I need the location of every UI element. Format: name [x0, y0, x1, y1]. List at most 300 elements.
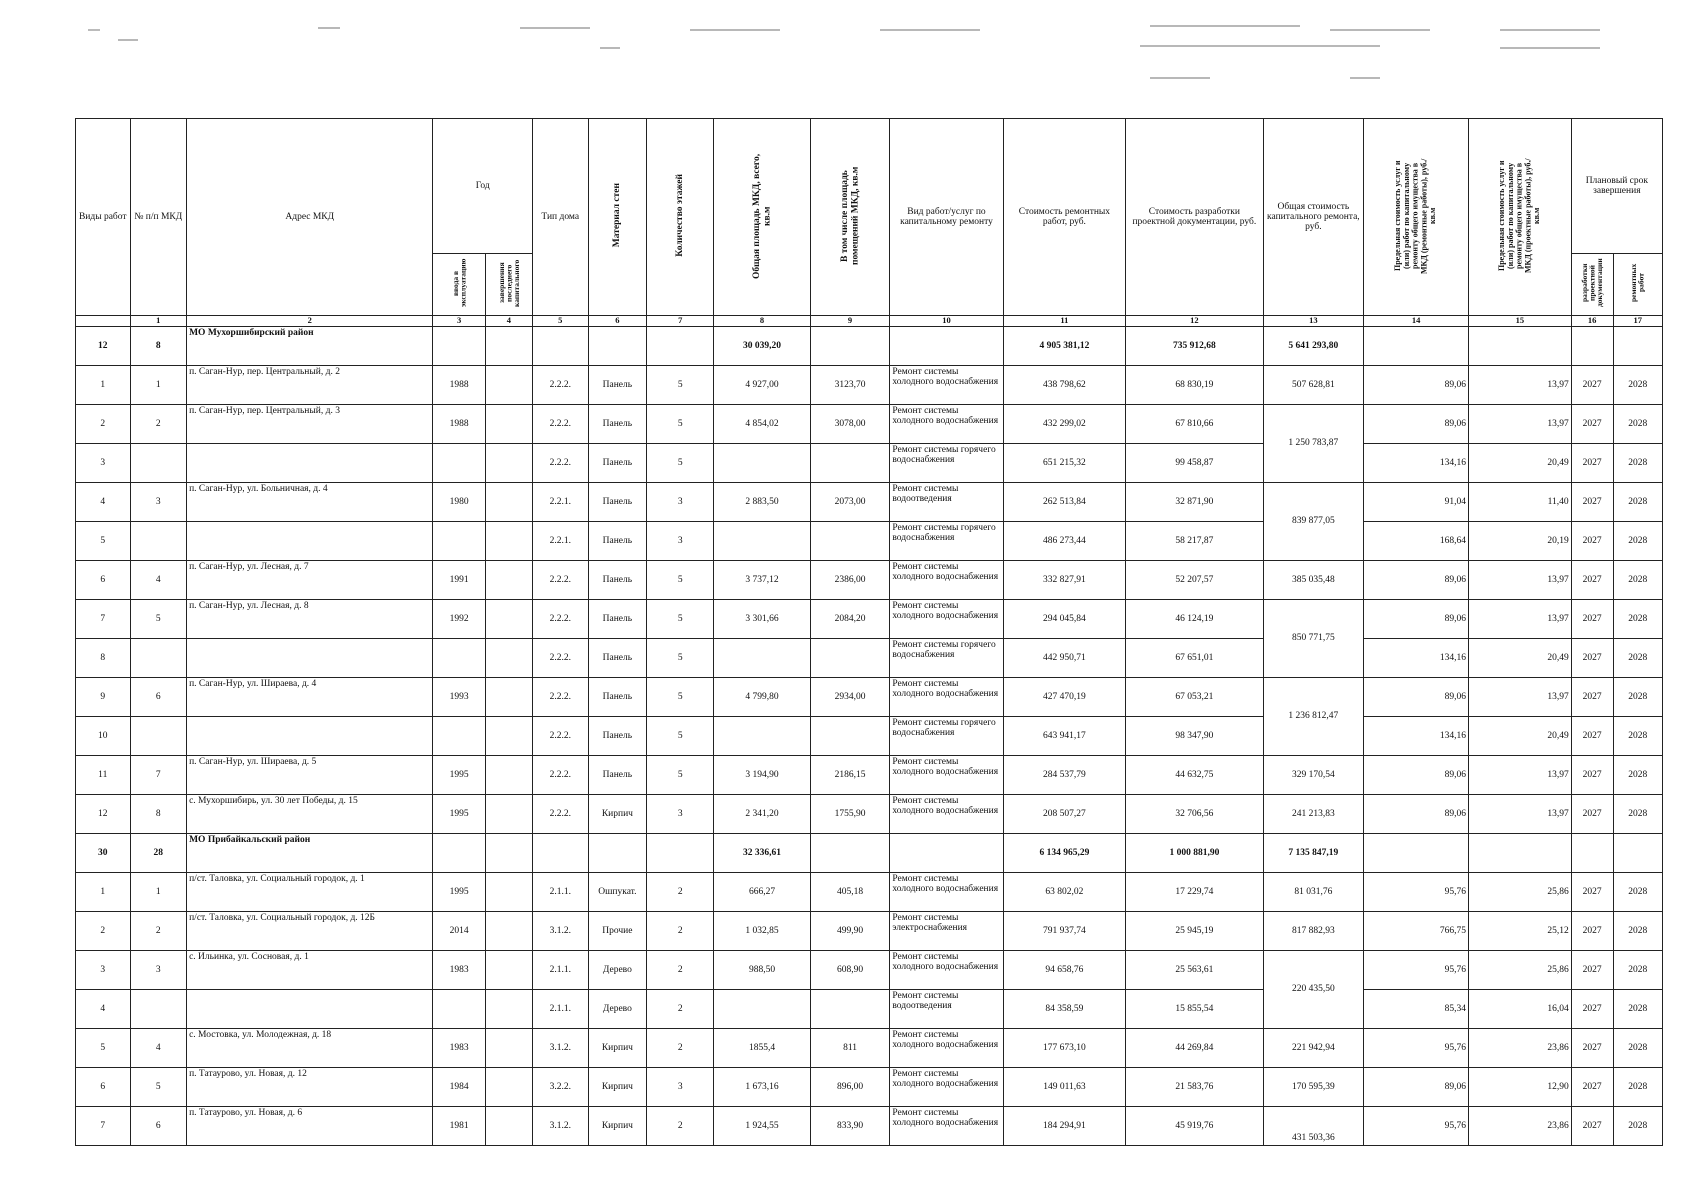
district-summary-row — [76, 326, 1663, 365]
col-number: 17 — [1613, 316, 1662, 326]
cell-limit-repair: 89,06 — [1364, 1067, 1469, 1106]
cell-total-cost: 850 771,75 — [1263, 599, 1364, 677]
cell-deadline-repair: 2028 — [1613, 599, 1662, 638]
cell-year-last — [485, 560, 532, 599]
cell-address: п. Саган-Нур, ул. Шираева, д. 4 — [187, 677, 433, 716]
cell-project-cost: 15 855,54 — [1126, 989, 1263, 1028]
hdr-deadline-b-text: ремонтных работ — [1629, 263, 1646, 303]
cell-repair-cost: 651 215,32 — [1003, 443, 1126, 482]
cell-project-cost: 67 810,66 — [1126, 404, 1263, 443]
cell-work-type: Ремонт системы электроснабжения — [890, 911, 1003, 950]
cell-total-cost: 329 170,54 — [1263, 755, 1364, 794]
cell-total-cost: 507 628,81 — [1263, 365, 1364, 404]
cell-repair-cost: 262 513,84 — [1003, 482, 1126, 521]
cell-repair-cost: 208 507,27 — [1003, 794, 1126, 833]
cell-wall-material: Кирпич — [588, 1106, 647, 1145]
cell-area: 3 737,12 — [714, 560, 810, 599]
table-row — [76, 872, 1663, 911]
hdr-area2 — [810, 119, 890, 316]
cell-deadline-repair — [1613, 833, 1662, 872]
cell-floors: 2 — [647, 911, 714, 950]
cell-wall-material: Дерево — [588, 989, 647, 1028]
cell-total-cost: 1 250 783,87 — [1263, 404, 1364, 482]
cell-vid: 4 — [76, 989, 131, 1028]
cell-repair-cost: 332 827,91 — [1003, 560, 1126, 599]
col-number: 3 — [433, 316, 485, 326]
cell-year — [433, 443, 485, 482]
table-row — [76, 443, 1663, 482]
cell-num: 6 — [130, 677, 187, 716]
cell-deadline-repair: 2028 — [1613, 638, 1662, 677]
cell-area-premises: 2186,15 — [810, 755, 890, 794]
cell-limit-project: 12,90 — [1468, 1067, 1571, 1106]
hdr-year-a — [433, 254, 485, 316]
cell-year-last — [485, 794, 532, 833]
cell-limit-project: 23,86 — [1468, 1106, 1571, 1145]
cell-address: п. Саган-Нур, ул. Лесная, д. 8 — [187, 599, 433, 638]
cell-area — [714, 443, 810, 482]
cell-year: 1981 — [433, 1106, 485, 1145]
table-row — [76, 1067, 1663, 1106]
cell-deadline-project: 2027 — [1571, 482, 1613, 521]
cell-year — [433, 989, 485, 1028]
cell-num: 2 — [130, 911, 187, 950]
cell-project-cost: 44 632,75 — [1126, 755, 1263, 794]
cell-house-type — [532, 833, 588, 872]
cell-project-cost: 21 583,76 — [1126, 1067, 1263, 1106]
cell-year-last — [485, 1106, 532, 1145]
cell-limit-project: 13,97 — [1468, 755, 1571, 794]
table-row — [76, 950, 1663, 989]
cell-work-type — [890, 326, 1003, 365]
cell-area-premises: 608,90 — [810, 950, 890, 989]
cell-total-cost: 385 035,48 — [1263, 560, 1364, 599]
cell-project-cost: 44 269,84 — [1126, 1028, 1263, 1067]
cell-year-last — [485, 911, 532, 950]
hdr-total: Общая стоимость капитального ремонта, руб. — [1263, 119, 1364, 316]
cell-area: 3 194,90 — [714, 755, 810, 794]
cell-repair-cost: 438 798,62 — [1003, 365, 1126, 404]
cell-work-type: Ремонт системы холодного водоснабжения — [890, 365, 1003, 404]
table-row — [76, 482, 1663, 521]
cell-num — [130, 989, 187, 1028]
hdr-year: Год — [433, 119, 533, 254]
cell-address: п. Саган-Нур, ул. Лесная, д. 7 — [187, 560, 433, 599]
table-row — [76, 365, 1663, 404]
cell-address: п/ст. Таловка, ул. Социальный городок, д. 12Б — [187, 911, 433, 950]
cell-deadline-project: 2027 — [1571, 560, 1613, 599]
cell-area: 4 799,80 — [714, 677, 810, 716]
cell-year-last — [485, 755, 532, 794]
col-number: 4 — [485, 316, 532, 326]
cell-year: 1984 — [433, 1067, 485, 1106]
hdr-lim2 — [1468, 119, 1571, 316]
table-row — [76, 755, 1663, 794]
cell-limit-project: 13,97 — [1468, 794, 1571, 833]
cell-floors: 2 — [647, 1106, 714, 1145]
cell-limit-project: 13,97 — [1468, 677, 1571, 716]
cell-total-cost: 817 882,93 — [1263, 911, 1364, 950]
cell-floors: 5 — [647, 638, 714, 677]
cell-deadline-repair: 2028 — [1613, 677, 1662, 716]
cell-floors: 5 — [647, 599, 714, 638]
col-number: 6 — [588, 316, 647, 326]
col-number: 9 — [810, 316, 890, 326]
cell-deadline-project: 2027 — [1571, 404, 1613, 443]
cell-repair-cost: 486 273,44 — [1003, 521, 1126, 560]
cell-house-type: 2.2.2. — [532, 443, 588, 482]
cell-project-cost: 58 217,87 — [1126, 521, 1263, 560]
hdr-deadline: Плановый срок завершения — [1571, 119, 1662, 254]
cell-year — [433, 833, 485, 872]
cell-limit-repair: 95,76 — [1364, 1028, 1469, 1067]
cell-limit-repair: 95,76 — [1364, 872, 1469, 911]
hdr-area — [714, 119, 810, 316]
cell-area: 2 341,20 — [714, 794, 810, 833]
cell-year-last — [485, 521, 532, 560]
table-row — [76, 638, 1663, 677]
cell-limit-project: 13,97 — [1468, 599, 1571, 638]
cell-limit-project: 20,49 — [1468, 638, 1571, 677]
cell-project-cost: 1 000 881,90 — [1126, 833, 1263, 872]
table-row — [76, 677, 1663, 716]
cell-vid: 3 — [76, 950, 131, 989]
cell-address: МО Прибайкальский район — [187, 833, 433, 872]
cell-area-premises: 499,90 — [810, 911, 890, 950]
cell-deadline-repair: 2028 — [1613, 404, 1662, 443]
cell-year: 1992 — [433, 599, 485, 638]
col-number — [76, 316, 131, 326]
table-row — [76, 404, 1663, 443]
cell-wall-material: Дерево — [588, 950, 647, 989]
cell-total-cost: 839 877,05 — [1263, 482, 1364, 560]
cell-wall-material: Ошпукат. — [588, 872, 647, 911]
cell-limit-repair: 168,64 — [1364, 521, 1469, 560]
cell-vid: 1 — [76, 365, 131, 404]
cell-repair-cost: 294 045,84 — [1003, 599, 1126, 638]
cell-area: 988,50 — [714, 950, 810, 989]
cell-house-type: 2.2.2. — [532, 755, 588, 794]
cell-year-last — [485, 365, 532, 404]
cell-house-type: 2.1.1. — [532, 950, 588, 989]
cell-year: 1988 — [433, 404, 485, 443]
cell-repair-cost: 184 294,91 — [1003, 1106, 1126, 1145]
cell-address — [187, 716, 433, 755]
cell-year-last — [485, 677, 532, 716]
table-row — [76, 1106, 1663, 1145]
cell-deadline-project: 2027 — [1571, 677, 1613, 716]
cell-deadline-repair: 2028 — [1613, 1028, 1662, 1067]
cell-limit-repair: 89,06 — [1364, 755, 1469, 794]
cell-area: 2 883,50 — [714, 482, 810, 521]
cell-limit-repair: 95,76 — [1364, 950, 1469, 989]
cell-floors: 2 — [647, 950, 714, 989]
cell-repair-cost: 84 358,59 — [1003, 989, 1126, 1028]
cell-year-last — [485, 326, 532, 365]
cell-work-type: Ремонт системы холодного водоснабжения — [890, 1028, 1003, 1067]
cell-repair-cost: 149 011,63 — [1003, 1067, 1126, 1106]
cell-limit-repair: 89,06 — [1364, 794, 1469, 833]
hdr-deadline-a — [1571, 254, 1613, 316]
cell-area-premises: 896,00 — [810, 1067, 890, 1106]
cell-num: 7 — [130, 755, 187, 794]
cell-work-type: Ремонт системы холодного водоснабжения — [890, 755, 1003, 794]
hdr-floors — [647, 119, 714, 316]
cell-floors: 5 — [647, 677, 714, 716]
cell-address — [187, 521, 433, 560]
cell-address: с. Мостовка, ул. Молодежная, д. 18 — [187, 1028, 433, 1067]
district-summary-row — [76, 833, 1663, 872]
hdr-work: Вид работ/услуг по капитальному ремонту — [890, 119, 1003, 316]
cell-address: п. Татаурово, ул. Новая, д. 6 — [187, 1106, 433, 1145]
cell-num: 5 — [130, 599, 187, 638]
col-number: 8 — [714, 316, 810, 326]
cell-address: с. Мухоршибирь, ул. 30 лет Победы, д. 15 — [187, 794, 433, 833]
cell-total-cost: 431 503,36 — [1263, 1106, 1364, 1145]
cell-limit-project — [1468, 833, 1571, 872]
cell-project-cost: 735 912,68 — [1126, 326, 1263, 365]
cell-area-premises: 2084,20 — [810, 599, 890, 638]
col-number: 13 — [1263, 316, 1364, 326]
hdr-lim1 — [1364, 119, 1469, 316]
scan-header-noise — [0, 0, 1698, 100]
cell-floors: 5 — [647, 443, 714, 482]
cell-num — [130, 638, 187, 677]
cell-address — [187, 638, 433, 677]
cell-area-premises: 2073,00 — [810, 482, 890, 521]
cell-deadline-project: 2027 — [1571, 638, 1613, 677]
cell-area: 3 301,66 — [714, 599, 810, 638]
cell-house-type: 2.2.2. — [532, 677, 588, 716]
cell-project-cost: 52 207,57 — [1126, 560, 1263, 599]
cell-year — [433, 521, 485, 560]
cell-total-cost: 221 942,94 — [1263, 1028, 1364, 1067]
cell-limit-project: 13,97 — [1468, 365, 1571, 404]
cell-wall-material: Панель — [588, 755, 647, 794]
cell-area-premises: 3123,70 — [810, 365, 890, 404]
cell-wall-material: Панель — [588, 677, 647, 716]
cell-total-cost: 7 135 847,19 — [1263, 833, 1364, 872]
cell-total-cost: 170 595,39 — [1263, 1067, 1364, 1106]
cell-address: п. Саган-Нур, ул. Шираева, д. 5 — [187, 755, 433, 794]
cell-floors — [647, 833, 714, 872]
cell-limit-project: 16,04 — [1468, 989, 1571, 1028]
cell-address: с. Ильинка, ул. Сосновая, д. 1 — [187, 950, 433, 989]
cell-vid: 11 — [76, 755, 131, 794]
cell-vid: 5 — [76, 521, 131, 560]
col-number: 2 — [187, 316, 433, 326]
cell-area-premises: 405,18 — [810, 872, 890, 911]
cell-wall-material: Кирпич — [588, 1067, 647, 1106]
col-number: 12 — [1126, 316, 1263, 326]
cell-floors: 5 — [647, 716, 714, 755]
cell-repair-cost: 6 134 965,29 — [1003, 833, 1126, 872]
cell-limit-repair — [1364, 833, 1469, 872]
cell-floors: 5 — [647, 404, 714, 443]
cell-area: 1 673,16 — [714, 1067, 810, 1106]
cell-limit-repair: 89,06 — [1364, 404, 1469, 443]
cell-year-last — [485, 443, 532, 482]
cell-year-last — [485, 482, 532, 521]
cell-project-cost: 68 830,19 — [1126, 365, 1263, 404]
hdr-type: Тип дома — [532, 119, 588, 316]
cell-area: 1 924,55 — [714, 1106, 810, 1145]
cell-deadline-project: 2027 — [1571, 599, 1613, 638]
cell-year-last — [485, 1067, 532, 1106]
cell-deadline-repair: 2028 — [1613, 716, 1662, 755]
cell-vid: 12 — [76, 326, 131, 365]
col-number: 15 — [1468, 316, 1571, 326]
cell-floors — [647, 326, 714, 365]
cell-year: 1991 — [433, 560, 485, 599]
cell-project-cost: 25 945,19 — [1126, 911, 1263, 950]
cell-wall-material: Панель — [588, 638, 647, 677]
cell-area: 30 039,20 — [714, 326, 810, 365]
cell-work-type: Ремонт системы холодного водоснабжения — [890, 794, 1003, 833]
cell-house-type: 2.2.2. — [532, 404, 588, 443]
cell-limit-project: 20,49 — [1468, 443, 1571, 482]
cell-vid: 1 — [76, 872, 131, 911]
cell-area — [714, 716, 810, 755]
cell-wall-material: Прочие — [588, 911, 647, 950]
cell-project-cost: 99 458,87 — [1126, 443, 1263, 482]
hdr-lim1-text: Предельная стоимость услуг и (или) работ по капитальному ремонту общего имущества в МКД (ремонтные работы), руб./кв.м — [1393, 157, 1438, 274]
cell-vid: 30 — [76, 833, 131, 872]
cell-address — [187, 989, 433, 1028]
cell-year — [433, 638, 485, 677]
col-number: 7 — [647, 316, 714, 326]
cell-deadline-project: 2027 — [1571, 794, 1613, 833]
cell-house-type: 2.2.2. — [532, 794, 588, 833]
cell-area-premises — [810, 833, 890, 872]
cell-repair-cost: 177 673,10 — [1003, 1028, 1126, 1067]
cell-year: 1993 — [433, 677, 485, 716]
cell-area-premises — [810, 638, 890, 677]
cell-project-cost: 67 053,21 — [1126, 677, 1263, 716]
table-row — [76, 794, 1663, 833]
cell-wall-material — [588, 326, 647, 365]
cell-total-cost: 81 031,76 — [1263, 872, 1364, 911]
cell-deadline-repair: 2028 — [1613, 911, 1662, 950]
cell-limit-repair: 134,16 — [1364, 638, 1469, 677]
table-row — [76, 560, 1663, 599]
cell-floors: 3 — [647, 1067, 714, 1106]
table-row — [76, 599, 1663, 638]
cell-total-cost: 241 213,83 — [1263, 794, 1364, 833]
hdr-proj: Стоимость разработки проектной документации, руб. — [1126, 119, 1263, 316]
cell-total-cost: 5 641 293,80 — [1263, 326, 1364, 365]
cell-year-last — [485, 872, 532, 911]
cell-limit-repair — [1364, 326, 1469, 365]
cell-total-cost: 1 236 812,47 — [1263, 677, 1364, 755]
cell-vid: 6 — [76, 560, 131, 599]
cell-area: 32 336,61 — [714, 833, 810, 872]
cell-limit-repair: 85,34 — [1364, 989, 1469, 1028]
cell-address: п. Саган-Нур, ул. Больничная, д. 4 — [187, 482, 433, 521]
cell-house-type: 3.1.2. — [532, 911, 588, 950]
cell-area-premises: 1755,90 — [810, 794, 890, 833]
cell-project-cost: 46 124,19 — [1126, 599, 1263, 638]
cell-deadline-repair: 2028 — [1613, 560, 1662, 599]
cell-area-premises: 2386,00 — [810, 560, 890, 599]
hdr-year-b — [485, 254, 532, 316]
cell-year: 2014 — [433, 911, 485, 950]
cell-year-last — [485, 1028, 532, 1067]
cell-limit-project: 13,97 — [1468, 404, 1571, 443]
cell-deadline-project: 2027 — [1571, 989, 1613, 1028]
cell-project-cost: 45 919,76 — [1126, 1106, 1263, 1145]
cell-address: п. Татаурово, ул. Новая, д. 12 — [187, 1067, 433, 1106]
cell-deadline-project: 2027 — [1571, 950, 1613, 989]
cell-deadline-project: 2027 — [1571, 443, 1613, 482]
cell-address: МО Мухоршибирский район — [187, 326, 433, 365]
cell-deadline-repair: 2028 — [1613, 872, 1662, 911]
cell-area — [714, 989, 810, 1028]
cell-deadline-project — [1571, 326, 1613, 365]
cell-area-premises: 833,90 — [810, 1106, 890, 1145]
cell-year: 1995 — [433, 755, 485, 794]
hdr-vid: Виды работ — [76, 119, 131, 316]
col-number: 1 — [130, 316, 187, 326]
cell-wall-material: Кирпич — [588, 794, 647, 833]
cell-house-type: 2.1.1. — [532, 872, 588, 911]
cell-project-cost: 17 229,74 — [1126, 872, 1263, 911]
col-number: 5 — [532, 316, 588, 326]
cell-deadline-repair: 2028 — [1613, 482, 1662, 521]
cell-limit-project: 20,49 — [1468, 716, 1571, 755]
cell-num: 5 — [130, 1067, 187, 1106]
cell-floors: 2 — [647, 872, 714, 911]
cell-num: 3 — [130, 482, 187, 521]
cell-area: 666,27 — [714, 872, 810, 911]
cell-floors: 3 — [647, 521, 714, 560]
cell-house-type — [532, 326, 588, 365]
cell-limit-project: 25,86 — [1468, 950, 1571, 989]
cell-work-type: Ремонт системы горячего водоснабжения — [890, 716, 1003, 755]
cell-work-type: Ремонт системы водоотведения — [890, 989, 1003, 1028]
cell-work-type: Ремонт системы водоотведения — [890, 482, 1003, 521]
cell-work-type: Ремонт системы горячего водоснабжения — [890, 521, 1003, 560]
cell-area: 4 927,00 — [714, 365, 810, 404]
cell-house-type: 3.2.2. — [532, 1067, 588, 1106]
cell-wall-material: Панель — [588, 443, 647, 482]
cell-area-premises — [810, 521, 890, 560]
cell-wall-material: Панель — [588, 716, 647, 755]
cell-deadline-project — [1571, 833, 1613, 872]
capital-repair-table — [75, 118, 1663, 1146]
cell-work-type: Ремонт системы холодного водоснабжения — [890, 560, 1003, 599]
cell-area-premises: 811 — [810, 1028, 890, 1067]
table-row — [76, 521, 1663, 560]
cell-area-premises: 2934,00 — [810, 677, 890, 716]
cell-house-type: 2.2.2. — [532, 638, 588, 677]
table-row — [76, 716, 1663, 755]
cell-floors: 3 — [647, 482, 714, 521]
cell-house-type: 3.1.2. — [532, 1028, 588, 1067]
cell-limit-repair: 134,16 — [1364, 716, 1469, 755]
hdr-cost: Стоимость ремонтных работ, руб. — [1003, 119, 1126, 316]
cell-area: 1 032,85 — [714, 911, 810, 950]
cell-num: 6 — [130, 1106, 187, 1145]
cell-house-type: 3.1.2. — [532, 1106, 588, 1145]
cell-limit-project — [1468, 326, 1571, 365]
cell-repair-cost: 94 658,76 — [1003, 950, 1126, 989]
cell-deadline-project: 2027 — [1571, 365, 1613, 404]
cell-deadline-repair: 2028 — [1613, 521, 1662, 560]
cell-floors: 3 — [647, 794, 714, 833]
cell-deadline-repair: 2028 — [1613, 443, 1662, 482]
hdr-area-text: Общая площадь МКД, всего, кв.м — [751, 152, 772, 279]
